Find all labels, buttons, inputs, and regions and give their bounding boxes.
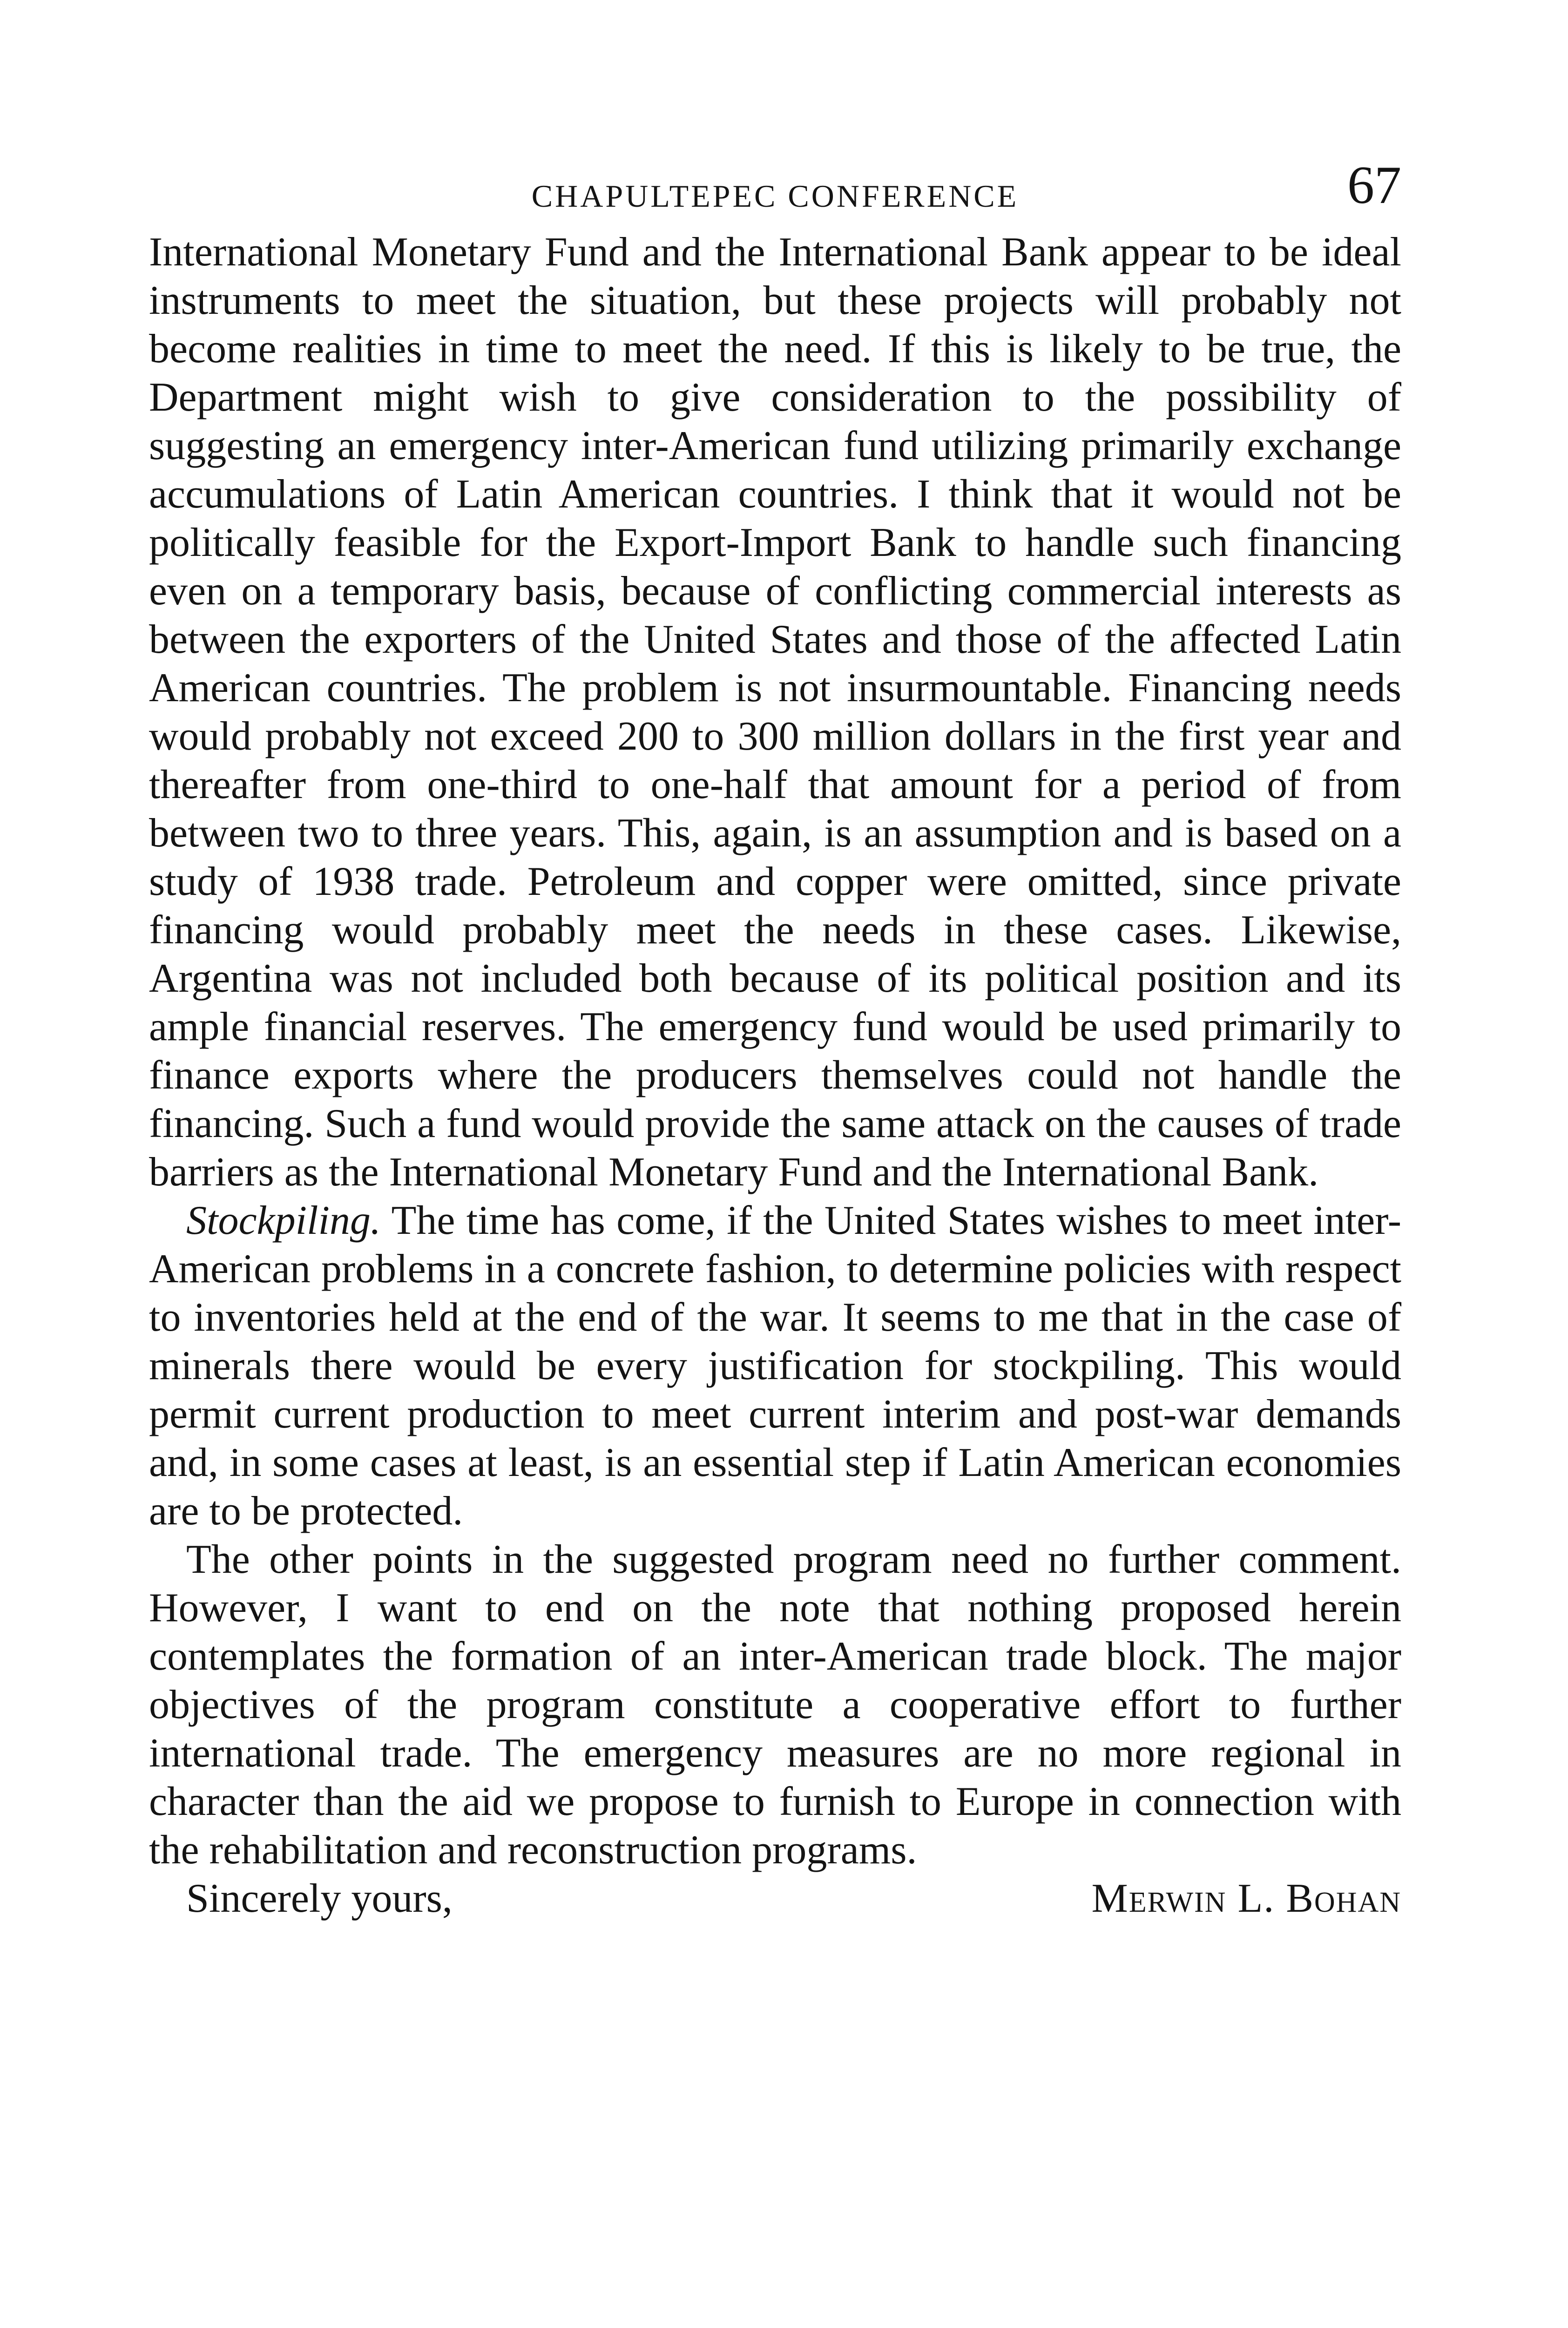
body-paragraph: International Monetary Fund and the International Bank appear to be ideal instruments to meet the situation, but these projects will probably not become realities in time to meet the need. If this is likely to be true, the Department might wish to give consideration to the possibility of suggesting an emergency inter-American fund utilizing primarily exchange accumulations of Latin American countries. I think that it would not be politically feasible for the Export-Import Bank to handle such financing even on a temporary basis, because of conflicting commercial interests as between the exporters of the United States and those of the affected Latin American countries. The problem is not insurmountable. Financing needs would probably not exceed 200 to 300 million dollars in the first year and thereafter from one-third to one-half that amount for a period of from between two to three years. This, again, is an assumption and is based on a study of 1938 trade. Petroleum and copper were omitted, since private financing would probably meet the needs in these cases. Likewise, Argentina was not included both because of its political position and its ample financial reserves. The emergency fund would be used primarily to finance exports where the producers themselves could not handle the financing. Such a fund would provide the same attack on the causes of trade barriers as the International Monetary Fund and the International Bank. (149, 230, 1401, 1195)
document-page (149, 158, 1401, 1923)
letter-closing (149, 1875, 1401, 1923)
stockpiling-paragraph (149, 1197, 1401, 1536)
running-title: CHAPULTEPEC CONFERENCE (531, 178, 1019, 214)
letter-body (149, 228, 1401, 1875)
stockpiling-text: The time has come, if the United States wishes to meet inter-American problems in a concrete fashion, to determine policies with respect to inventories held at the end of the war. It seems to me that in the case of minerals there would be every justification for stockpiling. This would permit current production to meet current interim and post-war demands and, in some cases at least, is an essential step if Latin American economies are to be protected. (149, 1198, 1401, 1534)
page-number: 67 (1347, 156, 1401, 215)
salutation: Sincerely yours, (186, 1876, 453, 1921)
signature: Merwin L. Bohan (1091, 1876, 1401, 1921)
running-header (149, 158, 1401, 228)
body-paragraph: The other points in the suggested program need no further comment. However, I want to end on the note that nothing proposed herein contemplates the formation of an inter-American trade block. The major objectives of the program constitute a cooperative effort to further international trade. The emergency measures are no more regional in character than the aid we propose to furnish to Europe in connection with the rehabilitation and reconstruction programs. (149, 1537, 1401, 1873)
stockpiling-heading: Stockpiling. (186, 1198, 381, 1243)
